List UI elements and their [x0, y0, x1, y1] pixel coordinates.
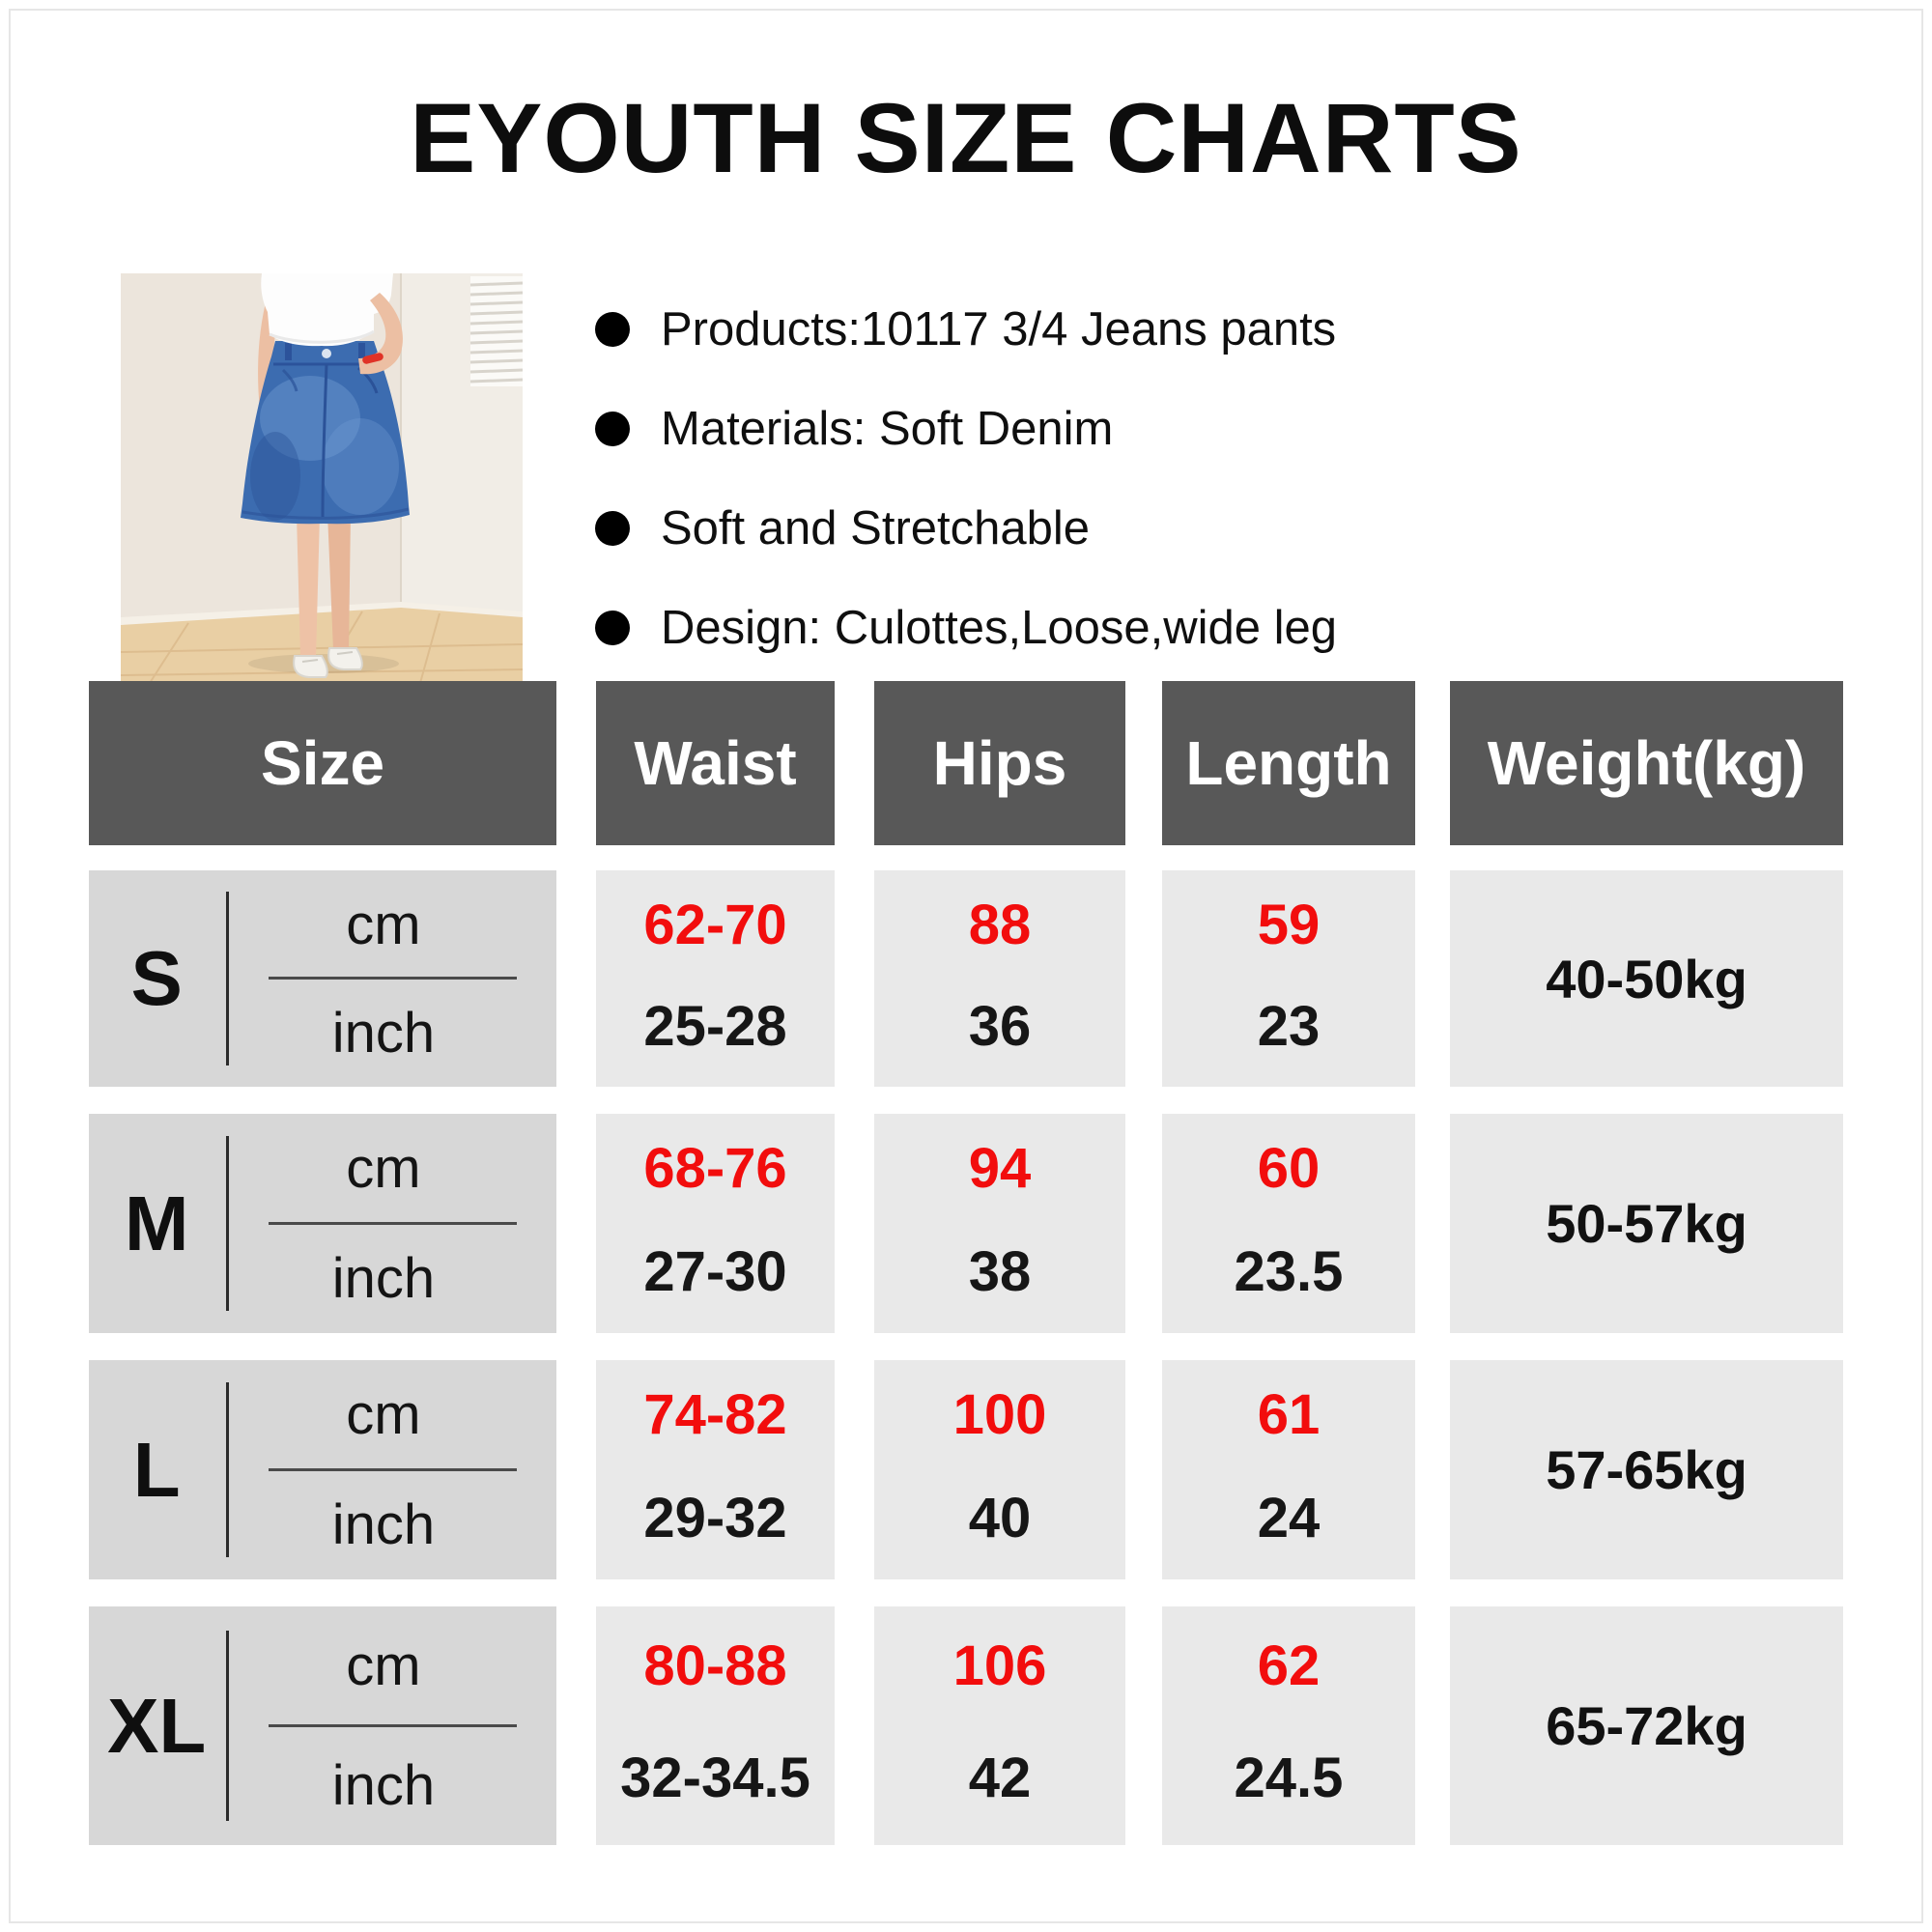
- hips-cell: [874, 1606, 1125, 1845]
- length-inch-value: 24: [1257, 1486, 1321, 1549]
- size-label: S: [130, 935, 183, 1021]
- length-cell: [1162, 870, 1415, 1087]
- table-row-s: [89, 870, 1843, 1087]
- size-divider-vertical: [226, 1136, 229, 1312]
- waist-cm-value: 80-88: [643, 1634, 787, 1698]
- waist-cm-value: 68-76: [643, 1137, 787, 1201]
- table-row-m: [89, 1114, 1843, 1333]
- size-cell: [89, 1114, 556, 1333]
- unit-label-cm: cm: [346, 1383, 421, 1447]
- size-cell: [89, 870, 556, 1087]
- size-divider-vertical: [226, 1382, 229, 1558]
- unit-label-inch: inch: [331, 1753, 436, 1817]
- waist-inch-value: 32-34.5: [620, 1747, 810, 1810]
- weight-cell: 57-65kg: [1450, 1360, 1843, 1579]
- feature-list: [595, 295, 1337, 693]
- bullet-icon: [595, 511, 630, 546]
- weight-cell: 50-57kg: [1450, 1114, 1843, 1333]
- size-label: M: [124, 1179, 189, 1266]
- unit-label-inch: inch: [331, 1246, 436, 1310]
- feature-item-products: [595, 295, 1337, 364]
- waist-cell: [596, 1606, 835, 1845]
- window-blinds-icon: [470, 276, 523, 386]
- length-cm-value: 60: [1257, 1137, 1321, 1201]
- header-waist: Waist: [596, 681, 835, 845]
- page-title: EYOUTH SIZE CHARTS: [410, 83, 1522, 193]
- length-inch-value: 23: [1257, 994, 1321, 1058]
- length-cm-value: 62: [1257, 1634, 1321, 1698]
- waist-cm-value: 62-70: [643, 893, 787, 956]
- unit-label-cm: cm: [346, 893, 421, 956]
- length-cell: [1162, 1114, 1415, 1333]
- length-cell: [1162, 1606, 1415, 1845]
- length-cm-value: 59: [1257, 893, 1321, 956]
- length-cm-value: 61: [1257, 1383, 1321, 1447]
- waist-cell: [596, 870, 835, 1087]
- bullet-icon: [595, 312, 630, 347]
- product-photo: [121, 273, 523, 683]
- unit-label-cm: cm: [346, 1634, 421, 1698]
- feature-text: Materials: Soft Denim: [661, 403, 1114, 455]
- hips-cm-value: 94: [968, 1137, 1032, 1201]
- waist-inch-value: 25-28: [643, 994, 787, 1058]
- header-length: Length: [1162, 681, 1415, 845]
- header-size: Size: [89, 681, 556, 845]
- hips-inch-value: 36: [968, 994, 1032, 1058]
- size-label: XL: [107, 1682, 207, 1769]
- hips-cm-value: 88: [968, 893, 1032, 956]
- length-inch-value: 24.5: [1234, 1747, 1344, 1810]
- waist-inch-value: 27-30: [643, 1239, 787, 1303]
- hips-cm-value: 106: [952, 1634, 1047, 1698]
- bullet-icon: [595, 412, 630, 446]
- size-label: L: [132, 1426, 181, 1513]
- size-table: [89, 681, 1843, 1845]
- hips-inch-value: 38: [968, 1239, 1032, 1303]
- size-divider-vertical: [226, 1631, 229, 1822]
- weight-cell: 40-50kg: [1450, 870, 1843, 1087]
- size-cell: [89, 1360, 556, 1579]
- length-cell: [1162, 1360, 1415, 1579]
- header-weight: Weight(kg): [1450, 681, 1843, 845]
- hips-cm-value: 100: [952, 1383, 1047, 1447]
- feature-text: Design: Culottes,Loose,wide leg: [661, 602, 1338, 654]
- size-divider-vertical: [226, 892, 229, 1065]
- waist-inch-value: 29-32: [643, 1486, 787, 1549]
- feature-item-stretch: [595, 494, 1337, 563]
- unit-label-inch: inch: [331, 1492, 436, 1556]
- hips-cell: [874, 1360, 1125, 1579]
- length-inch-value: 23.5: [1234, 1239, 1344, 1303]
- hips-inch-value: 40: [968, 1486, 1032, 1549]
- hips-cell: [874, 870, 1125, 1087]
- hips-inch-value: 42: [968, 1747, 1032, 1810]
- header-hips: Hips: [874, 681, 1125, 845]
- table-row-l: [89, 1360, 1843, 1579]
- table-row-xl: [89, 1606, 1843, 1845]
- feature-item-design: [595, 593, 1337, 663]
- feature-text: Products:10117 3/4 Jeans pants: [661, 303, 1337, 355]
- waist-cm-value: 74-82: [643, 1383, 787, 1447]
- feature-text: Soft and Stretchable: [661, 502, 1091, 554]
- feature-item-materials: [595, 394, 1337, 464]
- waist-cell: [596, 1114, 835, 1333]
- size-cell: [89, 1606, 556, 1845]
- table-header-row: [89, 681, 1843, 845]
- model-photo-illustration: [121, 273, 523, 683]
- unit-label-inch: inch: [331, 1001, 436, 1065]
- bullet-icon: [595, 611, 630, 645]
- unit-label-cm: cm: [346, 1137, 421, 1201]
- hips-cell: [874, 1114, 1125, 1333]
- waist-cell: [596, 1360, 835, 1579]
- weight-cell: 65-72kg: [1450, 1606, 1843, 1845]
